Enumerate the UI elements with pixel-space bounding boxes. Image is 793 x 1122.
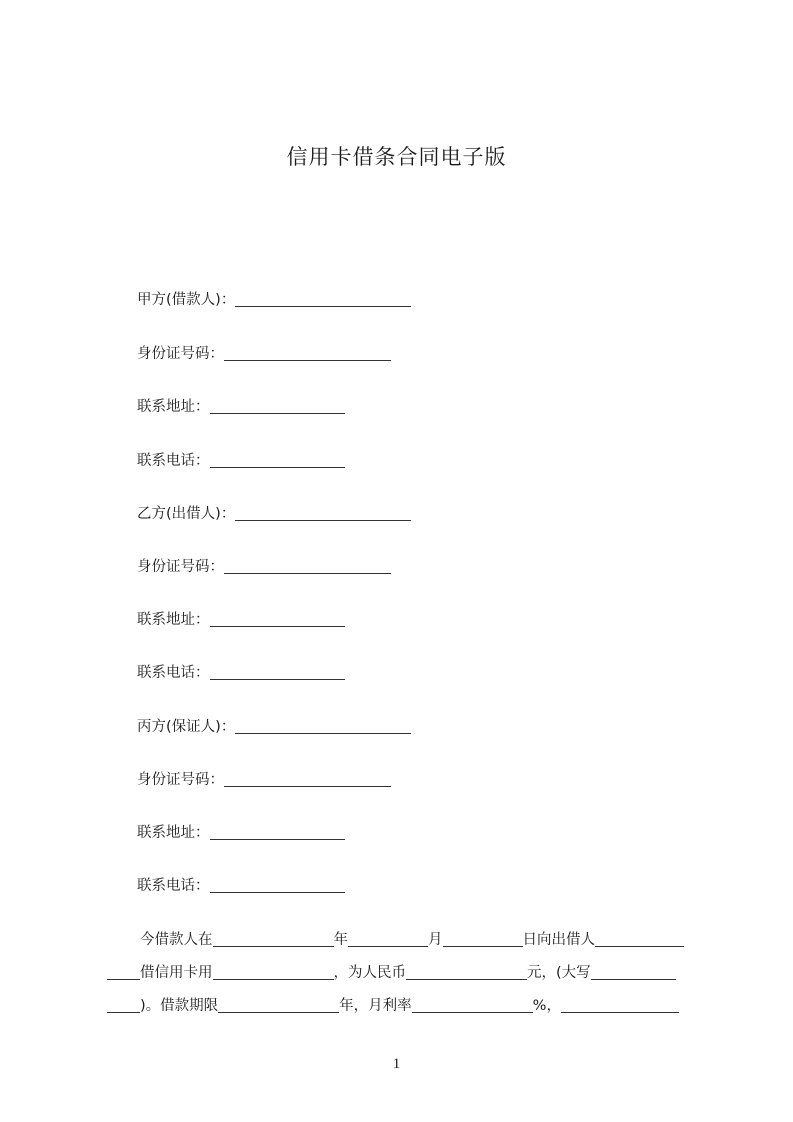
field-label: 乙方(出借人)： bbox=[137, 506, 236, 522]
blank-line bbox=[210, 876, 345, 893]
field-label: 联系地址： bbox=[137, 825, 210, 841]
field-label: 丙方(保证人)： bbox=[137, 719, 236, 735]
party-a-name-field bbox=[137, 289, 411, 311]
blank-line bbox=[224, 344, 391, 361]
party-a-phone-field bbox=[137, 450, 345, 472]
paragraph-line-1 bbox=[107, 929, 701, 951]
party-c-name-field bbox=[137, 716, 411, 738]
paragraph-text: %， bbox=[532, 998, 561, 1014]
paragraph-line-2 bbox=[107, 962, 701, 984]
party-c-phone-field bbox=[137, 875, 345, 897]
field-label: 甲方(借款人)： bbox=[137, 292, 236, 308]
blank-line bbox=[406, 963, 527, 980]
party-c-address-field bbox=[137, 822, 345, 844]
blank-line bbox=[224, 770, 391, 787]
paragraph-text: 今借款人在 bbox=[140, 932, 213, 948]
paragraph-text: ，为人民币 bbox=[333, 965, 406, 981]
party-a-id-field bbox=[137, 343, 391, 365]
loan-terms-paragraph bbox=[107, 929, 701, 1028]
blank-line bbox=[218, 996, 339, 1013]
blank-line bbox=[213, 963, 334, 980]
paragraph-text: )。借款期限 bbox=[140, 998, 219, 1014]
party-b-name-field bbox=[137, 503, 411, 525]
paragraph-text: 年，月利率 bbox=[339, 998, 412, 1014]
blank-line bbox=[412, 996, 533, 1013]
blank-line bbox=[210, 610, 345, 627]
blank-line bbox=[235, 504, 411, 521]
blank-line bbox=[595, 930, 684, 947]
blank-line bbox=[213, 930, 334, 947]
blank-line bbox=[235, 290, 411, 307]
blank-line bbox=[443, 930, 523, 947]
blank-line bbox=[561, 996, 679, 1013]
blank-line bbox=[591, 963, 676, 980]
party-a-address-field bbox=[137, 396, 345, 418]
paragraph-text: 年 bbox=[333, 932, 348, 948]
blank-line bbox=[107, 996, 140, 1013]
blank-line bbox=[348, 930, 428, 947]
blank-line bbox=[210, 823, 345, 840]
field-label: 身份证号码： bbox=[137, 346, 224, 362]
page-number: 1 bbox=[392, 1056, 401, 1072]
party-c-id-field bbox=[137, 769, 391, 791]
blank-line bbox=[210, 663, 345, 680]
party-b-address-field bbox=[137, 609, 345, 631]
blank-line bbox=[224, 557, 391, 574]
paragraph-text: 日向出借人 bbox=[522, 932, 595, 948]
field-label: 联系电话： bbox=[137, 878, 210, 894]
field-label: 联系电话： bbox=[137, 665, 210, 681]
paragraph-line-3 bbox=[107, 995, 701, 1017]
field-label: 联系电话： bbox=[137, 453, 210, 469]
blank-line bbox=[210, 397, 345, 414]
field-label: 联系地址： bbox=[137, 399, 210, 415]
field-label: 身份证号码： bbox=[137, 559, 224, 575]
paragraph-text: 借信用卡用 bbox=[140, 965, 213, 981]
paragraph-text: 元，(大写 bbox=[527, 965, 591, 981]
field-label: 身份证号码： bbox=[137, 772, 224, 788]
blank-line bbox=[235, 717, 411, 734]
party-b-id-field bbox=[137, 556, 391, 578]
blank-line bbox=[107, 963, 140, 980]
party-b-phone-field bbox=[137, 662, 345, 684]
blank-line bbox=[210, 451, 345, 468]
document-title: 信用卡借条合同电子版 bbox=[286, 145, 507, 169]
field-label: 联系地址： bbox=[137, 612, 210, 628]
paragraph-text: 月 bbox=[428, 932, 443, 948]
